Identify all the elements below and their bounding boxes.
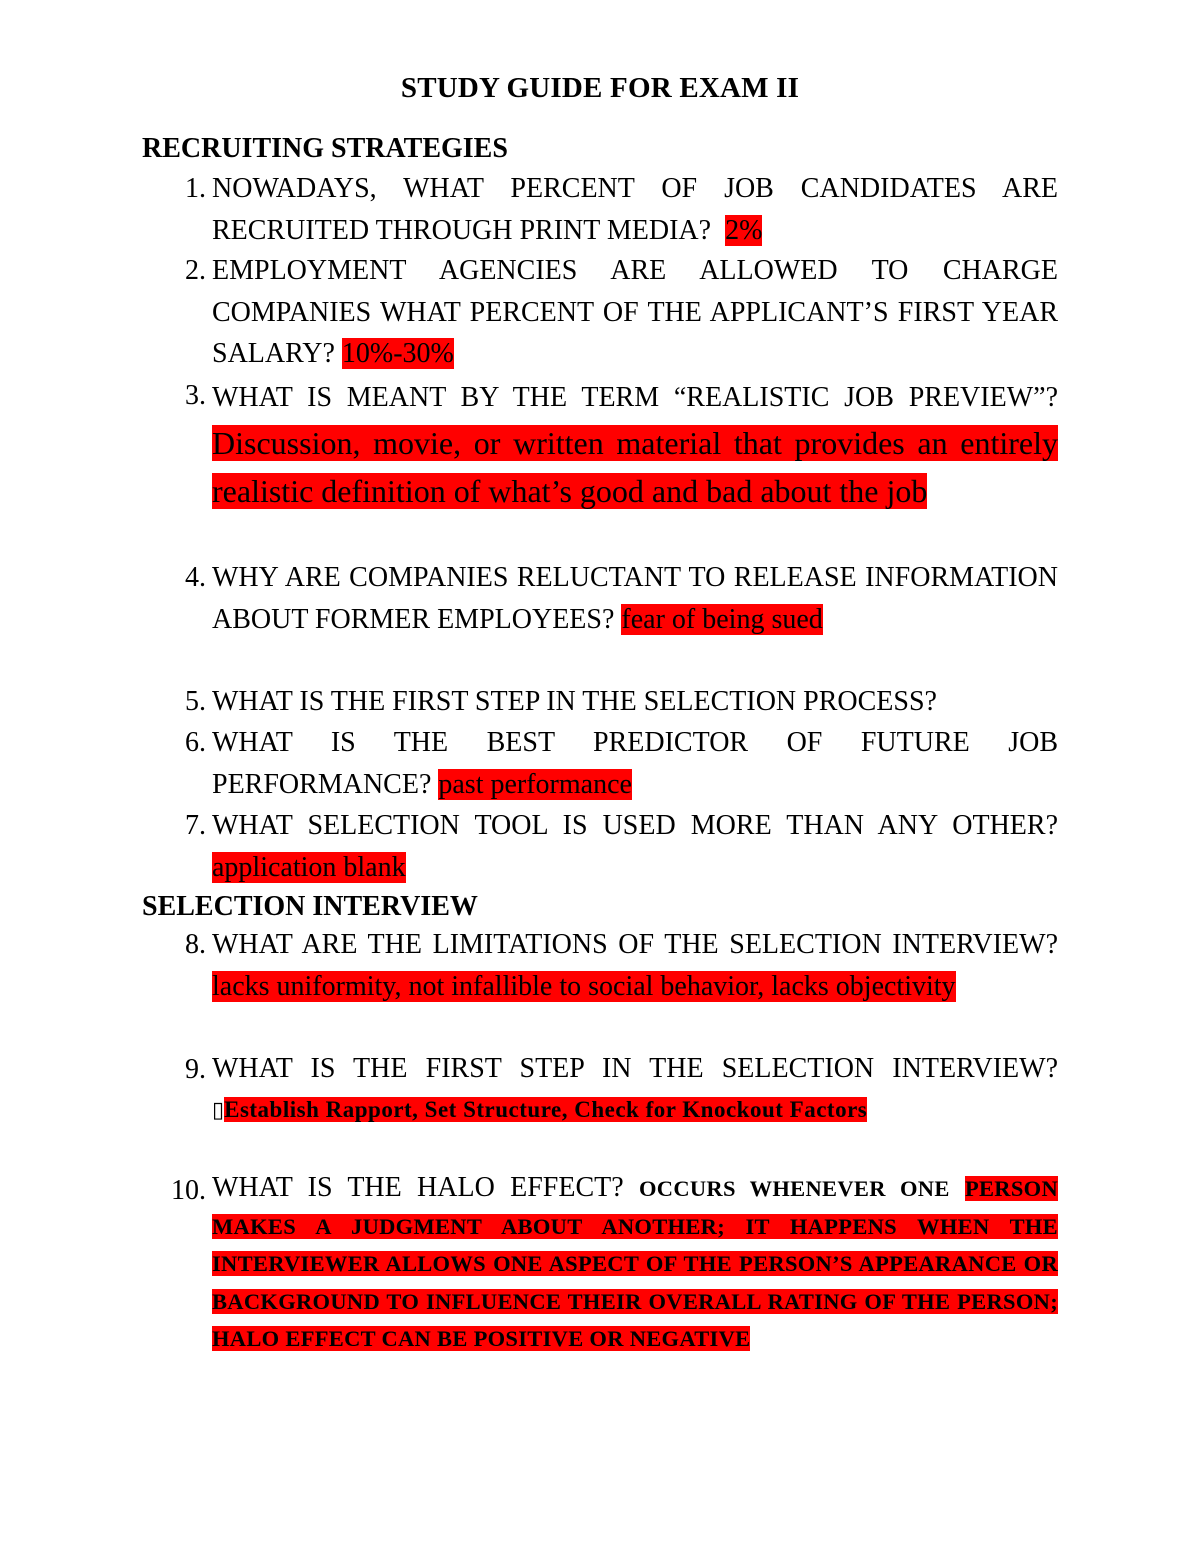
item-text bbox=[212, 681, 1058, 723]
answer-lead-text: OCCURS WHENEVER ONE bbox=[638, 1176, 950, 1201]
answer-highlight: lacks uniformity, not infallible to social behavior, lacks objectivity bbox=[212, 970, 956, 1002]
answer-highlight: fear of being sued bbox=[621, 603, 823, 635]
question-text: WHAT IS THE BEST PREDICTOR OF FUTURE JOB PERFORMANCE? bbox=[212, 727, 1058, 800]
answer-highlight: PERSON MAKES A JUDGMENT ABOUT ANOTHER; IT HAPPENS WHEN THE INTERVIEWER ALLOWS ONE ASPECT OF THE PERSON’S APPEARANCE OR BACKGROUND TO INFLUENCE THEIR OVERALL RATING OF THE PERSON; HALO EFFECT CAN BE POSITIVE OR NEGATIVE bbox=[212, 1176, 1059, 1351]
item-text bbox=[212, 1049, 1058, 1131]
item-text bbox=[212, 722, 1058, 805]
answer-highlight: application blank bbox=[212, 851, 406, 883]
question-text: WHAT SELECTION TOOL IS USED MORE THAN ANY OTHER? bbox=[212, 810, 1058, 841]
item-text bbox=[212, 250, 1058, 375]
question-text: EMPLOYMENT AGENCIES ARE ALLOWED TO CHARGE COMPANIES WHAT PERCENT OF THE APPLICANT’S FIRST YEAR SALARY? bbox=[212, 255, 1058, 369]
item-text bbox=[212, 375, 1058, 516]
item-number: 6. bbox=[185, 727, 206, 758]
answer-highlight: Discussion, movie, or written material that provides an entirely realistic definition of what’s good and bad about the job bbox=[212, 425, 1058, 509]
answer-highlight: 10%-30% bbox=[341, 338, 454, 369]
item-number: 4. bbox=[185, 562, 206, 593]
item-number: 10. bbox=[171, 1175, 206, 1206]
item-number: 1. bbox=[185, 173, 206, 204]
item-text bbox=[212, 557, 1058, 640]
item-text bbox=[212, 1170, 1058, 1358]
missing-glyph-icon: ▯ bbox=[212, 1098, 225, 1123]
item-number: 5. bbox=[185, 686, 206, 717]
section-heading-selection-interview: SELECTION INTERVIEW bbox=[142, 891, 478, 922]
page-title: STUDY GUIDE FOR EXAM II bbox=[400, 72, 800, 104]
item-number: 9. bbox=[185, 1054, 206, 1085]
item-number: 8. bbox=[185, 929, 206, 960]
question-text: WHY ARE COMPANIES RELUCTANT TO RELEASE INFORMATION ABOUT FORMER EMPLOYEES? bbox=[212, 562, 1058, 635]
question-text: WHAT IS THE HALO EFFECT? bbox=[212, 1172, 624, 1203]
question-text: WHAT IS THE FIRST STEP IN THE SELECTION PROCESS? bbox=[212, 686, 937, 717]
question-text: WHAT IS MEANT BY THE TERM “REALISTIC JOB PREVIEW”? bbox=[212, 382, 1058, 413]
answer-highlight: Establish Rapport, Set Structure, Check for Knockout Factors bbox=[224, 1097, 868, 1122]
item-text bbox=[212, 168, 1058, 251]
item-text bbox=[212, 805, 1058, 888]
item-text bbox=[212, 924, 1058, 1007]
question-text: WHAT IS THE FIRST STEP IN THE SELECTION INTERVIEW? bbox=[212, 1053, 1058, 1084]
item-number: 3. bbox=[185, 380, 206, 411]
question-text: NOWADAYS, WHAT PERCENT OF JOB CANDIDATES ARE RECRUITED THROUGH PRINT MEDIA? bbox=[212, 173, 1058, 246]
answer-highlight: 2% bbox=[725, 214, 763, 246]
item-number: 2. bbox=[185, 255, 206, 286]
answer-highlight: past performance bbox=[438, 768, 632, 800]
section-heading-recruiting: RECRUITING STRATEGIES bbox=[142, 133, 508, 164]
item-number: 7. bbox=[185, 810, 206, 841]
question-text: WHAT ARE THE LIMITATIONS OF THE SELECTION INTERVIEW? bbox=[212, 929, 1058, 960]
